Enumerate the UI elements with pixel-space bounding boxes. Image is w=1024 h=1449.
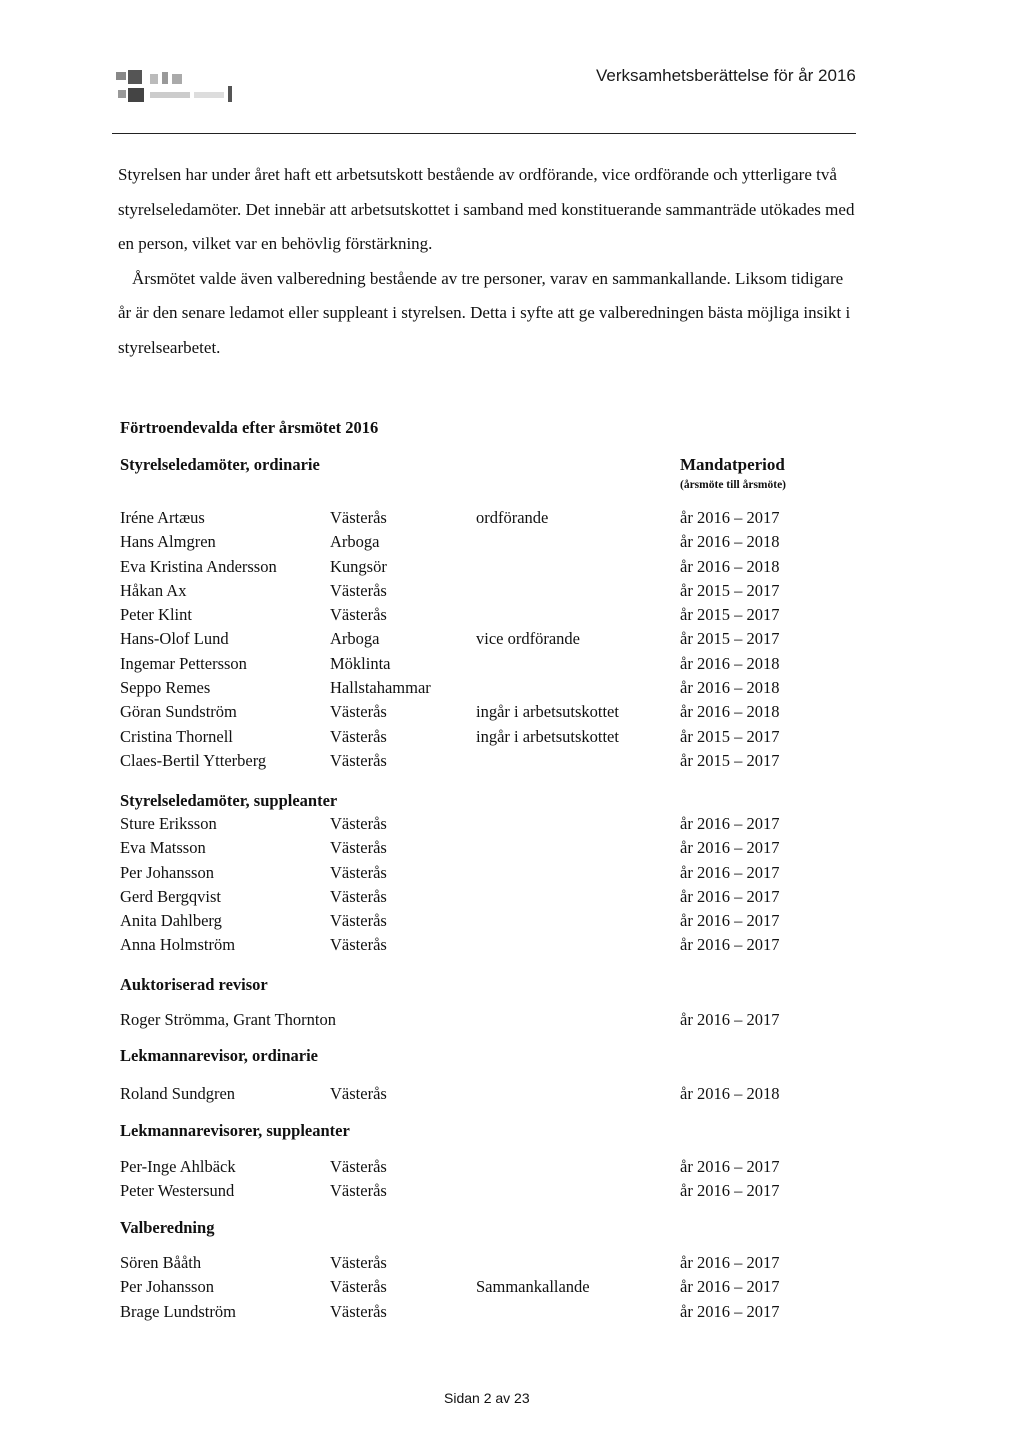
member-city: Västerås — [330, 935, 387, 955]
deputies-list — [120, 814, 840, 960]
auditor-name: Roger Strömma, Grant Thornton — [120, 1010, 336, 1029]
list-item — [120, 1253, 840, 1277]
member-period: år 2016 – 2017 — [680, 886, 780, 906]
list-item — [120, 1181, 840, 1205]
lay-auditor-deputies-heading: Lekmannarevisorer, suppleanter — [120, 1121, 350, 1140]
list-item — [120, 1084, 840, 1108]
member-name: Gerd Bergqvist — [120, 886, 221, 906]
auditor-period: år 2016 – 2017 — [680, 1010, 780, 1029]
member-name: Peter Westersund — [120, 1181, 235, 1201]
member-period: år 2016 – 2017 — [680, 814, 780, 833]
member-name: Sören Bååth — [120, 1253, 202, 1272]
member-name: Per Johansson — [120, 862, 214, 882]
list-item — [120, 838, 840, 862]
list-item — [120, 581, 840, 605]
member-period: år 2016 – 2018 — [680, 678, 780, 698]
member-period: år 2015 – 2017 — [680, 726, 780, 746]
list-item — [120, 508, 840, 532]
member-period: år 2016 – 2017 — [680, 1301, 780, 1321]
member-name: Claes-Bertil Ytterberg — [120, 750, 267, 770]
member-city: Hallstahammar — [330, 678, 431, 698]
member-period: år 2016 – 2018 — [680, 532, 780, 552]
intro-text — [118, 158, 858, 365]
member-city: Västerås — [330, 605, 387, 625]
member-period: år 2016 – 2018 — [680, 1084, 780, 1103]
member-city: Västerås — [330, 1084, 387, 1103]
member-city: Arboga — [330, 532, 380, 552]
member-city: Västerås — [330, 814, 387, 833]
list-item — [120, 629, 840, 653]
member-period: år 2016 – 2018 — [680, 702, 780, 722]
member-name: Roland Sundgren — [120, 1084, 236, 1103]
member-period: år 2016 – 2018 — [680, 653, 780, 673]
list-item — [120, 727, 840, 751]
mandate-column-heading: Mandatperiod — [680, 455, 785, 474]
member-name: Anita Dahlberg — [120, 911, 222, 931]
member-role: Sammankallande — [476, 1277, 590, 1297]
list-item — [120, 863, 840, 887]
member-name: Brage Lundström — [120, 1301, 236, 1321]
member-period: år 2016 – 2017 — [680, 838, 780, 858]
section-title: Förtroendevalda efter årsmötet 2016 — [120, 418, 379, 437]
list-item — [120, 532, 840, 556]
list-item — [120, 678, 840, 702]
member-city: Västerås — [330, 580, 387, 600]
nomination-list — [120, 1253, 840, 1326]
member-city: Västerås — [330, 1181, 387, 1201]
member-name: Cristina Thornell — [120, 726, 233, 746]
intro-paragraph-2: Årsmötet valde även valberedning bestående av tre personer, varav en sammankallande. Liksom tidigare år är den senare ledamot eller suppleant i styrelsen. Detta i syfte att ge valberedningen bästa möjliga insikt i styrelsearbetet. — [118, 268, 851, 357]
member-name: Hans Almgren — [120, 532, 216, 552]
intro-paragraph-1: Styrelsen har under året haft ett arbetsutskott bestående av ordförande, vice ordförande och ytterligare två styrelseledamöter. Det innebär att arbetsutskottet i samband med konstituerande sammanträde utökades med en person, vilket var en behövlig förstärkning. — [118, 165, 855, 253]
member-name: Per Johansson — [120, 1277, 214, 1297]
list-item — [120, 935, 840, 959]
list-item — [120, 1157, 840, 1181]
deputies-heading: Styrelseledamöter, suppleanter — [120, 791, 338, 810]
member-city: Möklinta — [330, 653, 391, 673]
member-period: år 2016 – 2017 — [680, 508, 780, 527]
member-name: Per-Inge Ahlbäck — [120, 1157, 236, 1176]
member-period: år 2016 – 2018 — [680, 556, 780, 576]
member-city: Västerås — [330, 726, 387, 746]
member-city: Västerås — [330, 911, 387, 931]
lay-auditor-list — [120, 1084, 840, 1108]
lay-auditor-deputies-list — [120, 1157, 840, 1206]
auditor-heading: Auktoriserad revisor — [120, 975, 268, 994]
member-name: Håkan Ax — [120, 580, 187, 600]
list-item — [120, 1010, 840, 1034]
list-item — [120, 814, 840, 838]
member-name: Peter Klint — [120, 605, 192, 625]
member-period: år 2016 – 2017 — [680, 862, 780, 882]
board-list — [120, 508, 840, 775]
member-city: Västerås — [330, 750, 387, 770]
list-item — [120, 1302, 840, 1326]
member-city: Västerås — [330, 1253, 387, 1272]
member-period: år 2015 – 2017 — [680, 580, 780, 600]
member-city: Kungsör — [330, 556, 387, 576]
member-name: Iréne Artæus — [120, 508, 205, 527]
member-name: Ingemar Pettersson — [120, 653, 247, 673]
mandate-column-subheading: (årsmöte till årsmöte) — [680, 479, 787, 491]
member-city: Västerås — [330, 1157, 387, 1176]
member-city: Västerås — [330, 838, 387, 858]
list-item — [120, 887, 840, 911]
member-period: år 2016 – 2017 — [680, 1157, 780, 1176]
member-role: ordförande — [476, 508, 549, 527]
member-name: Sture Eriksson — [120, 814, 217, 833]
organization-logo — [114, 68, 294, 116]
member-name: Eva Kristina Andersson — [120, 556, 277, 576]
list-item — [120, 557, 840, 581]
member-name: Seppo Remes — [120, 678, 211, 698]
board-heading: Styrelseledamöter, ordinarie — [120, 455, 320, 474]
member-name: Anna Holmström — [120, 935, 236, 955]
member-city: Västerås — [330, 1277, 387, 1297]
header-divider — [112, 133, 856, 134]
member-name: Göran Sundström — [120, 702, 237, 722]
list-item — [120, 751, 840, 775]
member-period: år 2016 – 2017 — [680, 1253, 780, 1272]
auditor-list — [120, 1010, 840, 1034]
member-city: Arboga — [330, 629, 380, 649]
member-period: år 2016 – 2017 — [680, 911, 780, 931]
member-name: Eva Matsson — [120, 838, 206, 858]
member-role: ingår i arbetsutskottet — [476, 726, 619, 746]
member-city: Västerås — [330, 862, 387, 882]
member-period: år 2016 – 2017 — [680, 1181, 780, 1201]
list-item — [120, 702, 840, 726]
member-city: Västerås — [330, 702, 387, 722]
member-period: år 2015 – 2017 — [680, 629, 780, 649]
lay-auditor-heading: Lekmannarevisor, ordinarie — [120, 1046, 319, 1065]
list-item — [120, 605, 840, 629]
member-city: Västerås — [330, 508, 387, 527]
list-item — [120, 1277, 840, 1301]
report-title: Verksamhetsberättelse för år 2016 — [596, 66, 856, 85]
list-item — [120, 654, 840, 678]
member-role: ingår i arbetsutskottet — [476, 702, 619, 722]
list-item — [120, 911, 840, 935]
member-city: Västerås — [330, 1301, 387, 1321]
member-role: vice ordförande — [476, 629, 580, 649]
member-period: år 2015 – 2017 — [680, 605, 780, 625]
member-period: år 2016 – 2017 — [680, 1277, 780, 1297]
member-city: Västerås — [330, 886, 387, 906]
logo-mark-icon — [114, 68, 294, 116]
member-period: år 2016 – 2017 — [680, 935, 780, 955]
page-number: Sidan 2 av 23 — [444, 1390, 530, 1406]
member-period: år 2015 – 2017 — [680, 750, 780, 770]
member-name: Hans-Olof Lund — [120, 629, 229, 649]
nomination-heading: Valberedning — [120, 1218, 215, 1237]
